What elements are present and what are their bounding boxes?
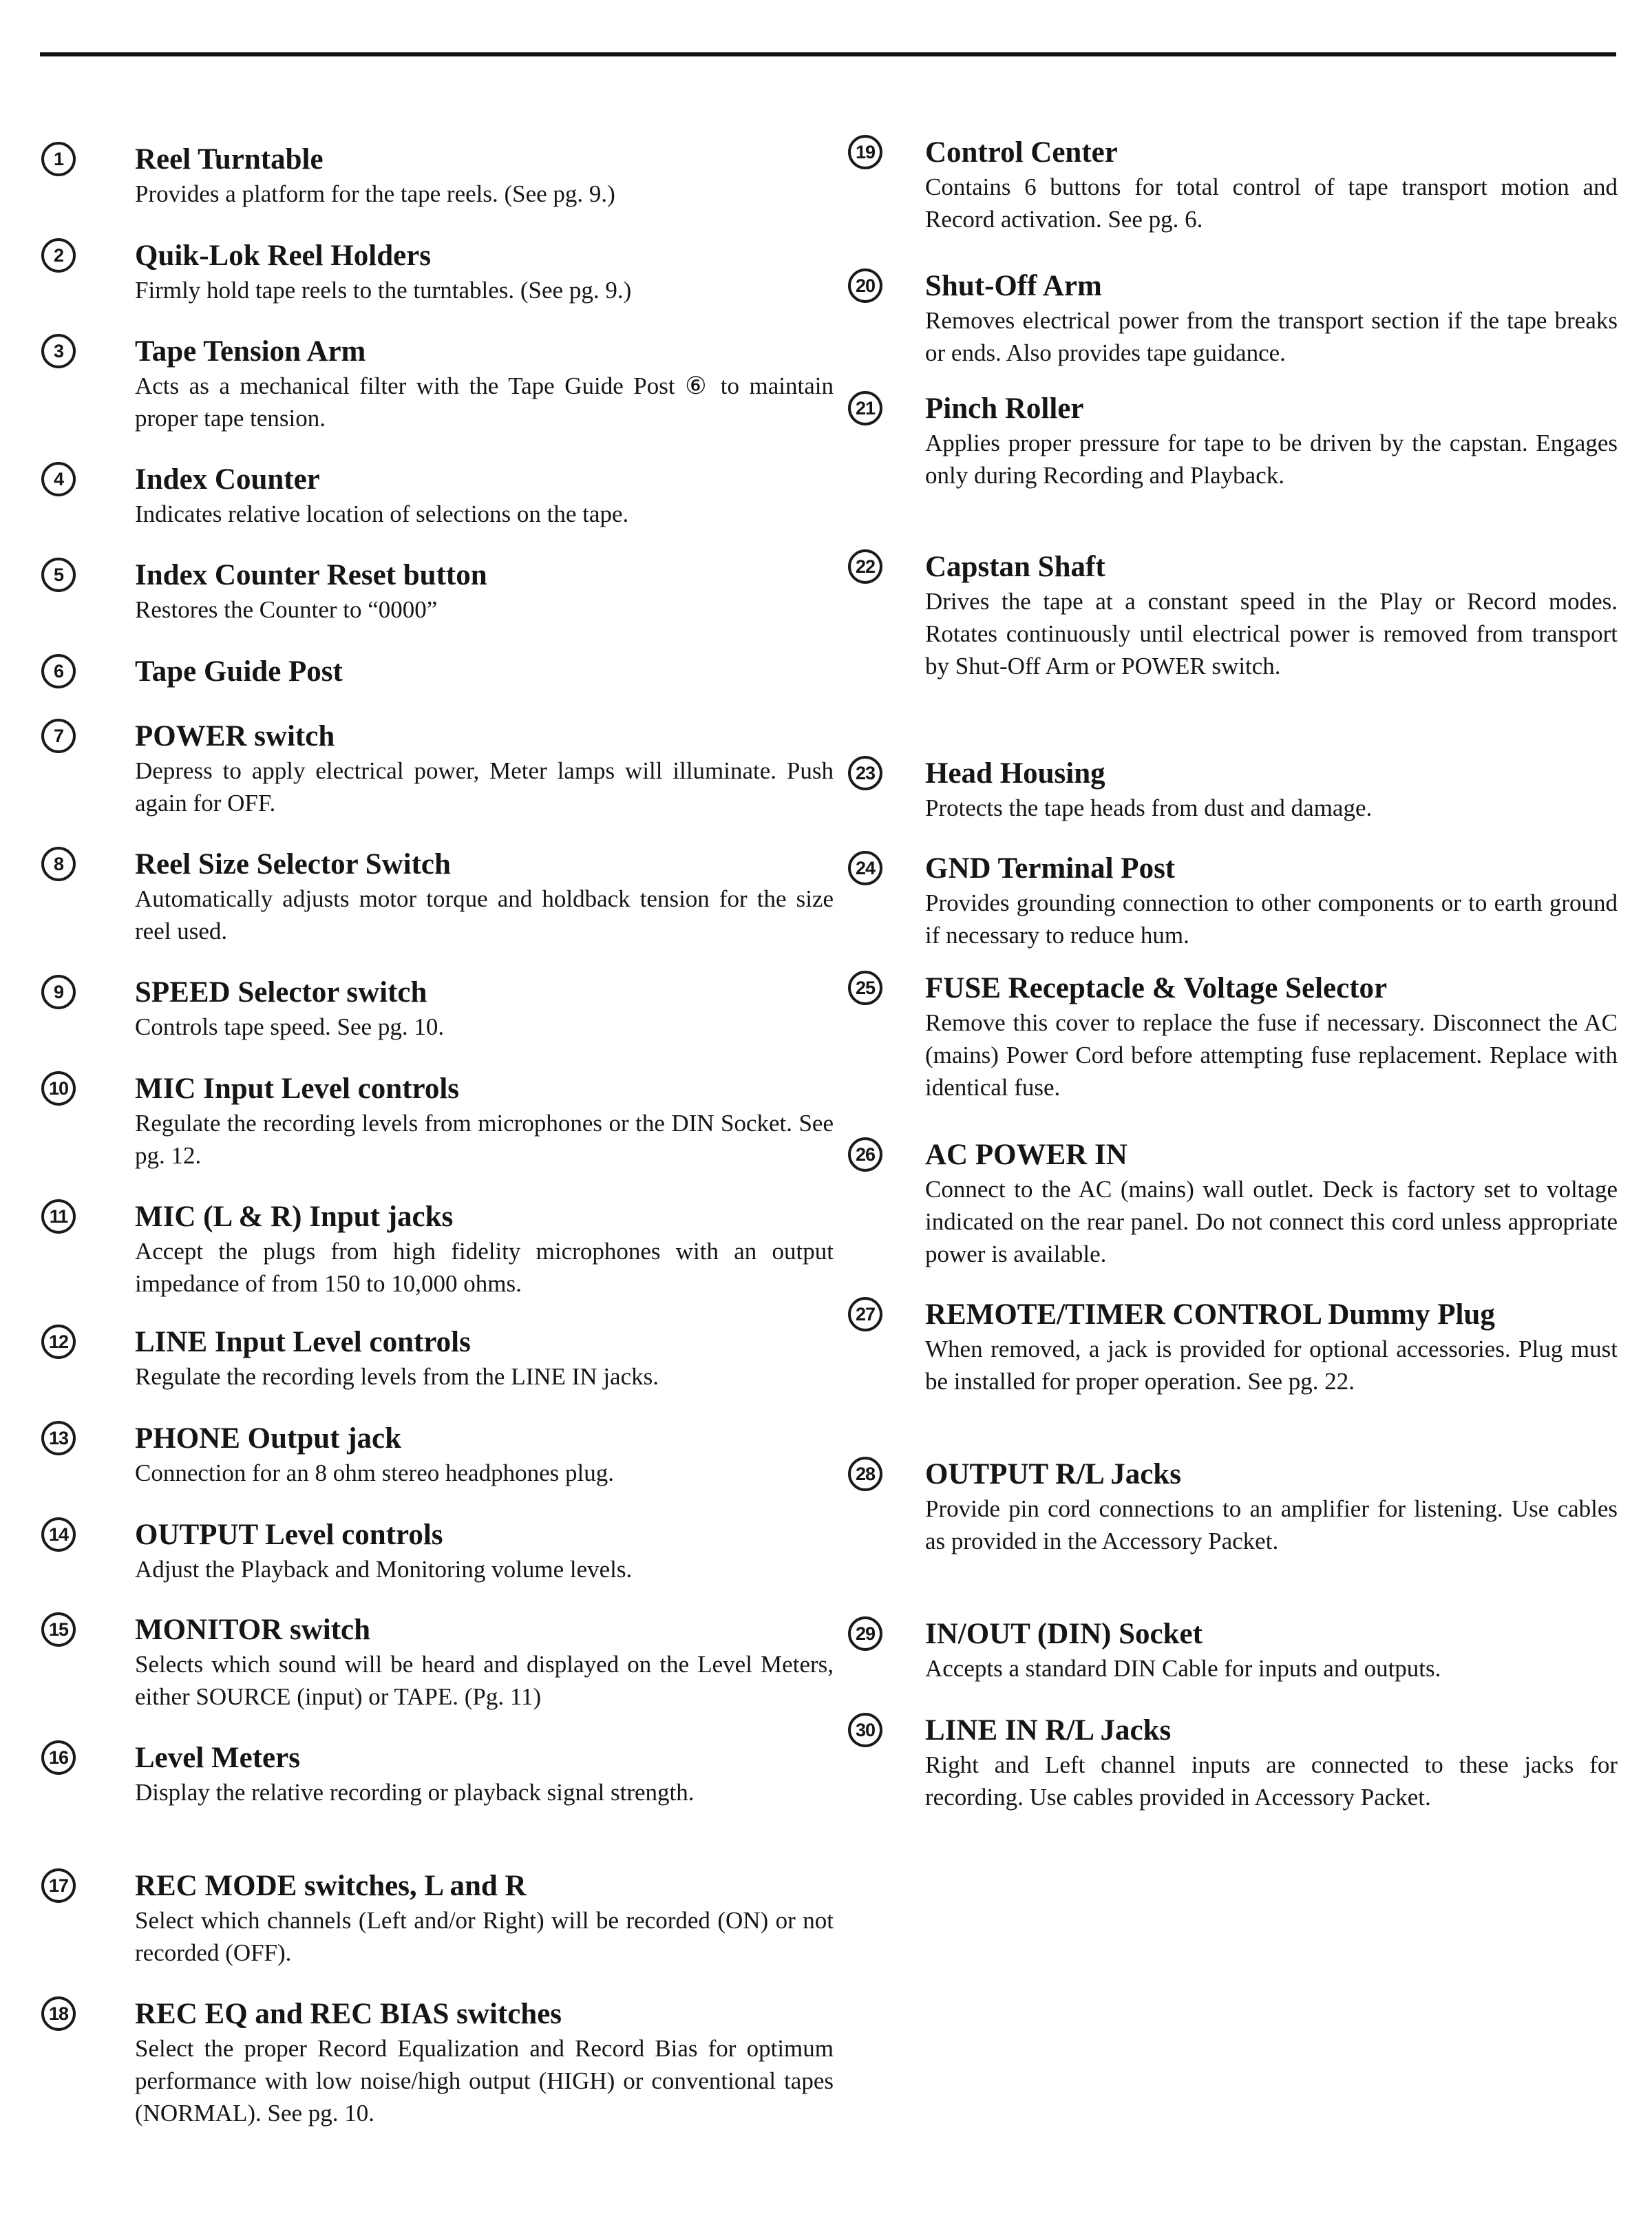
item-number: 16 [41, 1740, 76, 1775]
item-number: 29 [848, 1616, 882, 1651]
item-description: Restores the Counter to “0000” [135, 596, 438, 623]
item-number: 3 [41, 334, 76, 368]
item-title: MIC Input Level controls [135, 1073, 460, 1105]
item-title: Reel Size Selector Switch [135, 848, 451, 881]
item-description: Right and Left channel inputs are connected to these jacks for recording. Use cables provided in Accessory Packet. [925, 1751, 1618, 1811]
item-number: 22 [848, 549, 882, 584]
item-number: 30 [848, 1713, 882, 1747]
item-number: 10 [41, 1071, 76, 1106]
item-number: 9 [41, 975, 76, 1009]
item-number: 18 [41, 1996, 76, 2031]
item-description: Regulate the recording levels from microphones or the DIN Socket. See pg. 12. [135, 1110, 834, 1169]
item-description: Connection for an 8 ohm stereo headphones plug. [135, 1459, 614, 1486]
item-title: Capstan Shaft [925, 551, 1105, 583]
item-description: Select the proper Record Equalization and Record Bias for optimum performance with low noise/high output (HIGH) or conventional tapes (NORMAL). See pg. 10. [135, 2035, 834, 2127]
item-title: REC EQ and REC BIAS switches [135, 1998, 562, 2030]
item-title: MONITOR switch [135, 1614, 371, 1646]
item-description: Drives the tape at a constant speed in the Play or Record modes. Rotates continuously until electrical power is removed from transport by Shut-Off Arm or POWER switch. [925, 588, 1618, 679]
item-description: Applies proper pressure for tape to be driven by the capstan. Engages only during Recording and Playback. [925, 430, 1618, 489]
item-number: 28 [848, 1457, 882, 1491]
item-number: 13 [41, 1421, 76, 1455]
item-number: 23 [848, 756, 882, 790]
item-number: 20 [848, 268, 882, 303]
item-number: 7 [41, 719, 76, 753]
item-number: 26 [848, 1137, 882, 1172]
item-description: When removed, a jack is provided for optional accessories. Plug must be installed for proper operation. See pg. 22. [925, 1336, 1618, 1395]
item-description: Selects which sound will be heard and displayed on the Level Meters, either SOURCE (input) or TAPE. (Pg. 11) [135, 1651, 834, 1710]
item-description: Removes electrical power from the transport section if the tape breaks or ends. Also provides tape guidance. [925, 307, 1618, 366]
item-description: Indicates relative location of selections on the tape. [135, 500, 629, 527]
top-rule [40, 52, 1616, 56]
item-description: Provides grounding connection to other components or to earth ground if necessary to reduce hum. [925, 889, 1618, 949]
item-description: Connect to the AC (mains) wall outlet. Deck is factory set to voltage indicated on the rear panel. Do not connect this cord unless appropriate power is available. [925, 1176, 1618, 1267]
item-description: Adjust the Playback and Monitoring volume levels. [135, 1556, 633, 1583]
item-number: 4 [41, 462, 76, 496]
item-title: Control Center [925, 136, 1118, 169]
item-description: Accepts a standard DIN Cable for inputs and outputs. [925, 1655, 1441, 1682]
item-title: GND Terminal Post [925, 852, 1176, 885]
item-number: 8 [41, 847, 76, 881]
item-title: IN/OUT (DIN) Socket [925, 1618, 1203, 1650]
item-description: Acts as a mechanical filter with the Tape Guide Post ⑥ to maintain proper tape tension. [135, 372, 834, 432]
item-title: Level Meters [135, 1742, 300, 1774]
item-description: Accept the plugs from high fidelity microphones with an output impedance of from 150 to 10,000 ohms. [135, 1238, 834, 1297]
item-number: 21 [848, 391, 882, 425]
item-title: POWER switch [135, 720, 335, 752]
item-title: PHONE Output jack [135, 1422, 402, 1455]
item-title: AC POWER IN [925, 1139, 1127, 1171]
item-description: Protects the tape heads from dust and damage. [925, 794, 1373, 821]
item-title: Tape Guide Post [135, 655, 343, 688]
item-number: 6 [41, 654, 76, 688]
item-description: Regulate the recording levels from the LINE IN jacks. [135, 1363, 659, 1390]
item-description: Contains 6 buttons for total control of tape transport motion and Record activation. See pg. 6. [925, 173, 1618, 233]
item-title: LINE Input Level controls [135, 1326, 471, 1358]
item-title: REC MODE switches, L and R [135, 1870, 527, 1902]
item-number: 15 [41, 1612, 76, 1647]
item-title: Tape Tension Arm [135, 335, 366, 368]
item-title: Quik-Lok Reel Holders [135, 240, 432, 272]
item-description: Select which channels (Left and/or Right) will be recorded (ON) or not recorded (OFF). [135, 1907, 834, 1966]
item-description: Automatically adjusts motor torque and holdback tension for the size reel used. [135, 885, 834, 945]
item-number: 2 [41, 238, 76, 273]
item-title: Index Counter [135, 463, 320, 496]
item-number: 25 [848, 971, 882, 1005]
item-description: Display the relative recording or playback signal strength. [135, 1779, 695, 1806]
item-number: 5 [41, 558, 76, 592]
item-title: Pinch Roller [925, 392, 1084, 425]
item-description: Depress to apply electrical power, Meter lamps will illuminate. Push again for OFF. [135, 757, 834, 816]
item-description: Firmly hold tape reels to the turntables. (See pg. 9.) [135, 277, 632, 304]
item-number: 24 [848, 851, 882, 885]
item-title: FUSE Receptacle & Voltage Selector [925, 972, 1388, 1004]
item-title: Index Counter Reset button [135, 559, 487, 591]
item-description: Provides a platform for the tape reels. (See pg. 9.) [135, 180, 615, 207]
item-description: Remove this cover to replace the fuse if necessary. Disconnect the AC (mains) Power Cord before attempting fuse replacement. Replace with identical fuse. [925, 1009, 1618, 1101]
item-description: Provide pin cord connections to an amplifier for listening. Use cables as provided in the Accessory Packet. [925, 1495, 1618, 1554]
item-title: SPEED Selector switch [135, 976, 427, 1009]
item-number: 14 [41, 1517, 76, 1552]
item-title: Reel Turntable [135, 143, 324, 176]
item-number: 11 [41, 1199, 76, 1234]
item-number: 12 [41, 1325, 76, 1359]
item-number: 27 [848, 1297, 882, 1331]
item-number: 17 [41, 1868, 76, 1903]
item-title: OUTPUT R/L Jacks [925, 1458, 1181, 1490]
item-title: OUTPUT Level controls [135, 1519, 443, 1551]
item-title: Shut-Off Arm [925, 270, 1102, 302]
item-title: Head Housing [925, 757, 1105, 790]
item-description: Controls tape speed. See pg. 10. [135, 1013, 445, 1040]
item-number: 1 [41, 142, 76, 176]
item-title: LINE IN R/L Jacks [925, 1714, 1172, 1747]
item-title: MIC (L & R) Input jacks [135, 1201, 454, 1233]
item-number: 19 [848, 135, 882, 169]
item-title: REMOTE/TIMER CONTROL Dummy Plug [925, 1298, 1495, 1331]
